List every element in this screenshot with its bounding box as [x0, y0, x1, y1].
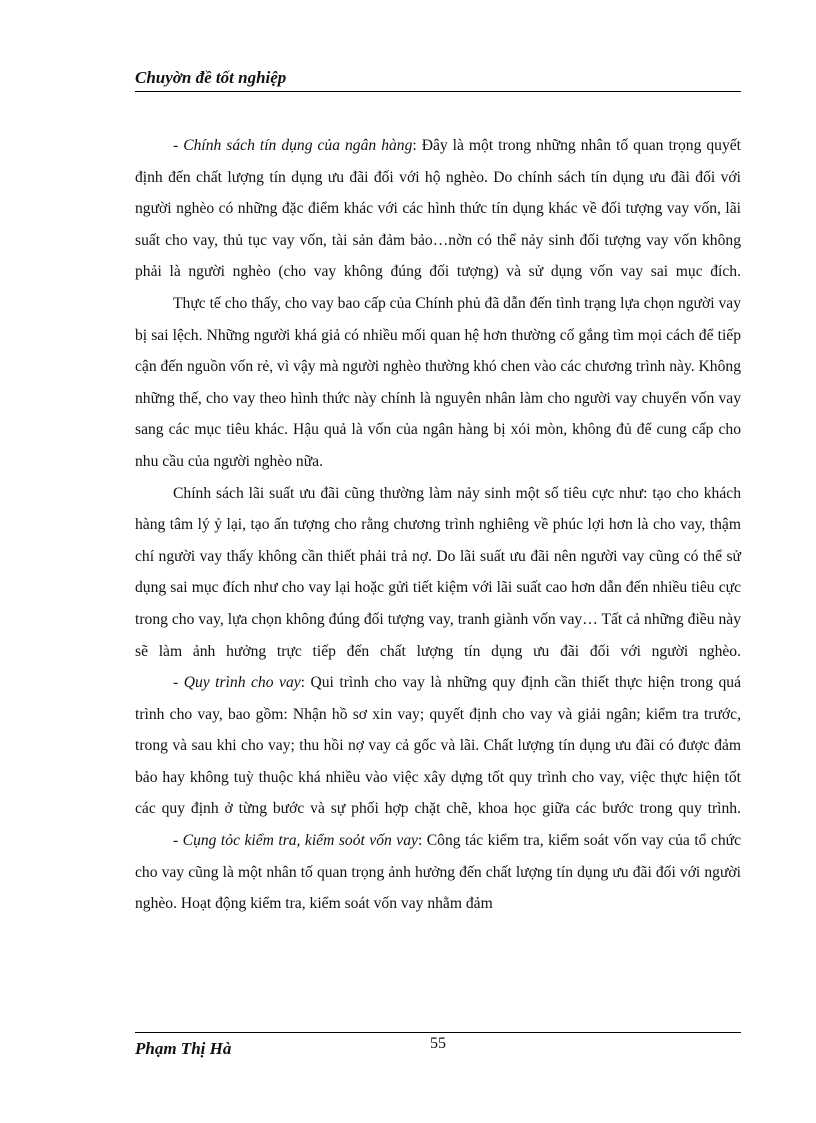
page-number: 55: [430, 1035, 446, 1052]
paragraph-lead: -: [173, 137, 184, 154]
document-body: [135, 130, 741, 920]
page-header: [135, 68, 741, 92]
paragraph-lead: -: [173, 832, 183, 850]
paragraph-text: : Công tác kiểm tra, kiểm soát vốn vay của tổ chức cho vay cũng là một nhân tố quan trọng ảnh hưởng đến chất lượng tín dụng ưu đãi đối với người nghèo. Hoạt động kiểm tra, kiểm soát vốn vay nhằm đảm: [135, 832, 742, 913]
paragraph-credit-policy: [135, 130, 741, 288]
paragraph-text: : Đây là một trong những nhân tố quan trọng quyết định đến chất lượng tín dụng ưu đãi đối với hộ nghèo. Do chính sách tín dụng ưu đãi đối với người nghèo có những đặc điểm khác với các hình thức tín dụng khác về đối tượng vay vốn, lãi suất cho vay, thủ tục vay vốn, tài sản đảm bảo…nờn có thể nảy sinh đối tượng vay vốn không phải là người nghèo (cho vay không đúng đối tượng) và sử dụng vốn vay sai mục đích.: [135, 137, 741, 281]
paragraph-lending-process: [135, 667, 741, 825]
page-footer: [135, 1032, 741, 1073]
paragraph-lead: -: [173, 674, 184, 692]
header-title: Chuyờn đề tốt nghiệp: [135, 68, 287, 87]
paragraph-subsidized-lending: Thực tế cho thấy, cho vay bao cấp của Chính phủ đã dẫn đến tình trạng lựa chọn người vay bị sai lệch. Những người khá giả có nhiều mối quan hệ hơn thường cố gắng tìm mọi cách để tiếp cận đến nguồn vốn rẻ, vì vậy mà người nghèo thường khó chen vào các chương trình này. Không những thế, cho vay theo hình thức này chính là nguyên nhân làm cho người vay chuyển vốn vay sang các mục tiêu khác. Hậu quả là vốn của ngân hàng bị xói mòn, không đủ để cung cấp cho nhu cầu của người nghèo nữa.: [135, 294, 741, 470]
paragraph-term: Quy trình cho vay: [183, 674, 301, 692]
paragraph-interest-rate: Chính sách lãi suất ưu đãi cũng thường làm nảy sinh một số tiêu cực như: tạo cho khách hàng tâm lý ỷ lại, tạo ấn tượng cho rằng chương trình nghiêng về phúc lợi hơn là cho vay, thậm chí người vay thấy không cần thiết phải trả nợ. Do lãi suất ưu đãi nên người vay cũng có thể sử dụng sai mục đích như cho vay lại hoặc gửi tiết kiệm với lãi suất cao hơn dẫn đến nhiều tiêu cực trong cho vay, lựa chọn không đúng đối tượng vay, tranh giành vốn vay… Tất cả những điều này sẽ làm ảnh hưởng trực tiếp đến chất lượng tín dụng ưu đãi đối với người nghèo.: [135, 484, 741, 660]
paragraph-text: : Qui trình cho vay là những quy định cần thiết thực hiện trong quá trình cho vay, bao gồm: Nhận hồ sơ xin vay; quyết định cho vay và giải ngân; kiểm tra trước, trong và sau khi cho vay; thu hồi nợ vay cả gốc và lãi. Chất lượng tín dụng ưu đãi có được đảm bảo hay không tuỳ thuộc khá nhiều vào việc xây dựng tốt quy trình cho vay, việc thực hiện tốt các quy định ở từng bước và sự phối hợp chặt chẽ, khoa học giữa các bước trong quy trình.: [135, 674, 742, 818]
paragraph-term: Cụng tỏc kiểm tra, kiểm soỏt vốn vay: [182, 832, 418, 850]
paragraph-inspection: [135, 825, 741, 920]
paragraph-term: Chính sách tín dụng của ngân hàng: [183, 137, 413, 154]
footer-author: Phạm Thị Hà: [135, 1039, 232, 1058]
